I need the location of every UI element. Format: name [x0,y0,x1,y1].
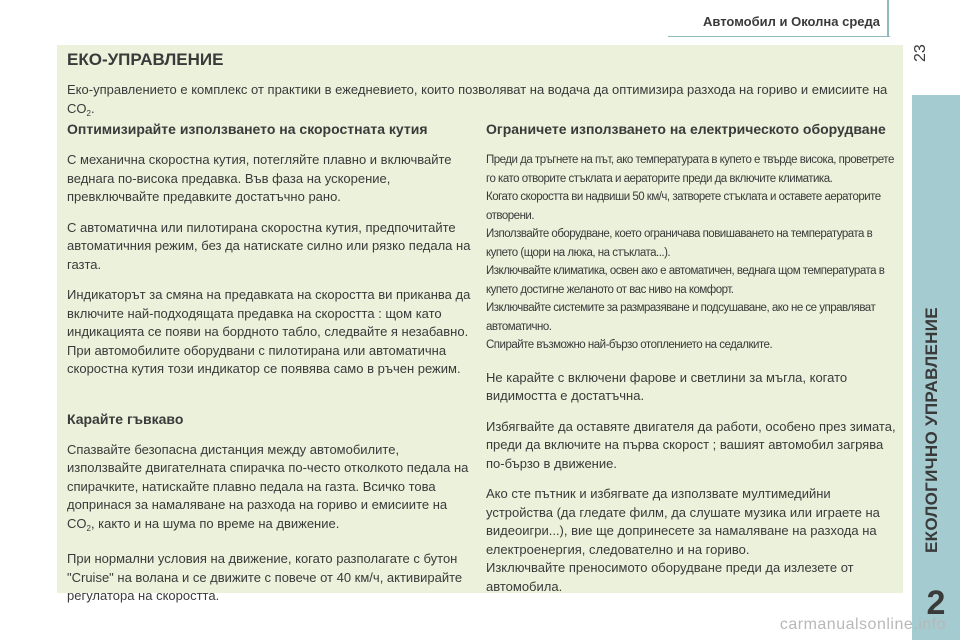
gear-indicator-paragraph: Индикаторът за смяна на предавката на скоростта ви приканва да включите най-подходящата предавка на скоростта : щом като индикацията се появи на бордното табло, следвайте я незабавно. При автомобилите оборудвани с пилотирана или автоматична скоростна кутия този индикатор се появява само в ръчен режим. [67,287,471,376]
gearbox-heading: Оптимизирайте използването на скоростната кутия [67,121,428,137]
engine-idle-paragraph: Избягвайте да оставяте двигателя да работи, особено през зимата, преди да включите на първа скорост ; вашият автомобил загрява по-бързо в движение. [486,418,896,471]
gearbox-automatic-paragraph: С автоматична или пилотирана скоростна кутия, предпочитайте автоматичния режим, без да натискате силно или рязко педала на газта. [67,219,471,272]
electrical-tips-list [486,151,896,355]
chapter-side-tab [912,95,960,640]
gearbox-manual-paragraph: С механична скоростна кутия, потегляйте плавно и включвайте веднага по-висока предавка. Във фаза на ускорение, превключвайте предавките достатъчно рано. [67,152,452,204]
tip-air-conditioning: Изключвайте климатика, освен ако е автоматичен, веднага щом температурата в купето достигне желаното от вас ниво на комфорт. [486,265,885,296]
cruise-control-paragraph: При нормални условия на движение, когато разполагате с бутон "Cruise" на волана и се движите с повече от 40 км/ч, активирайте регулатора на скоростта. [67,551,463,603]
co2-subscript: 2 [86,523,91,533]
chapter-tab-label: ЕКОЛОГИЧНО УПРАВЛЕНИЕ [922,307,941,553]
smooth-driving-text-end: , както и на шума по време на движение. [90,515,340,531]
left-column [67,121,472,618]
lights-paragraph: Не карайте с включени фарове и светлини за мъгла, когато видимостта е достатъчна. [486,369,848,403]
tip-demisting: Изключвайте системите за размразяване и подсушаване, ако не се управляват автоматично. [486,302,876,333]
intro-paragraph [67,80,897,123]
portable-equipment-paragraph: Изключвайте преносимото оборудване преди да излезете от автомобила. [486,560,854,594]
chapter-number: 2 [926,584,946,622]
header-tick-divider [887,0,889,36]
intro-subscript: 2 [86,109,91,118]
tip-sun-blinds: Използвайте оборудване, което ограничава повишаването на температурата в купето (щори на люка, на стъклата...). [486,228,873,259]
tip-close-windows: Когато скоростта ви надвиши 50 км/ч, затворете стъклата и оставете аераторите отворени. [486,191,881,222]
header-section-title: Автомобил и Околна среда [703,14,880,29]
smooth-driving-paragraph [67,441,472,539]
tip-ventilate: Преди да тръгнете на път, ако температурата в купето е твърде висока, проветрете го като отворите стъклата и аераторите преди да включите климатика. [486,154,894,185]
watermark: carmanualsonline.info [779,616,946,633]
tip-seat-heating: Спирайте възможно най-бързо отоплението на седалките. [486,339,773,351]
page-number: 23 [912,44,929,62]
smooth-driving-text: Спазвайте безопасна дистанция между автомобилите, използвайте двигателната спирачка по-често отколкото педала на спирачките, натискайте плавно педала на газта. Всичко това допринася за намаляване на разхода на гориво и емисиите на CO [67,441,469,531]
right-column [486,121,896,608]
smooth-driving-heading: Карайте гъвкаво [67,410,184,427]
electrical-equipment-heading: Ограничете използването на електрическото оборудване [486,121,886,137]
document-title: ЕКО-УПРАВЛЕНИЕ [67,50,224,69]
intro-end: . [90,101,95,116]
intro-text: Еко-управлението е комплекс от практики в ежедневието, които позволяват на водача да оптимизира разхода на гориво и емисиите на CO [67,82,888,116]
multimedia-paragraph: Ако сте пътник и избягвате да използвате мултимедийни устройства (да гледате филм, да слушате музика или играете на видеоигри...), вие ще допринесете за намаляване на разхода на електроенергия, следователно и на гориво. [486,486,880,557]
header-divider [668,36,890,37]
content-panel [57,45,903,603]
